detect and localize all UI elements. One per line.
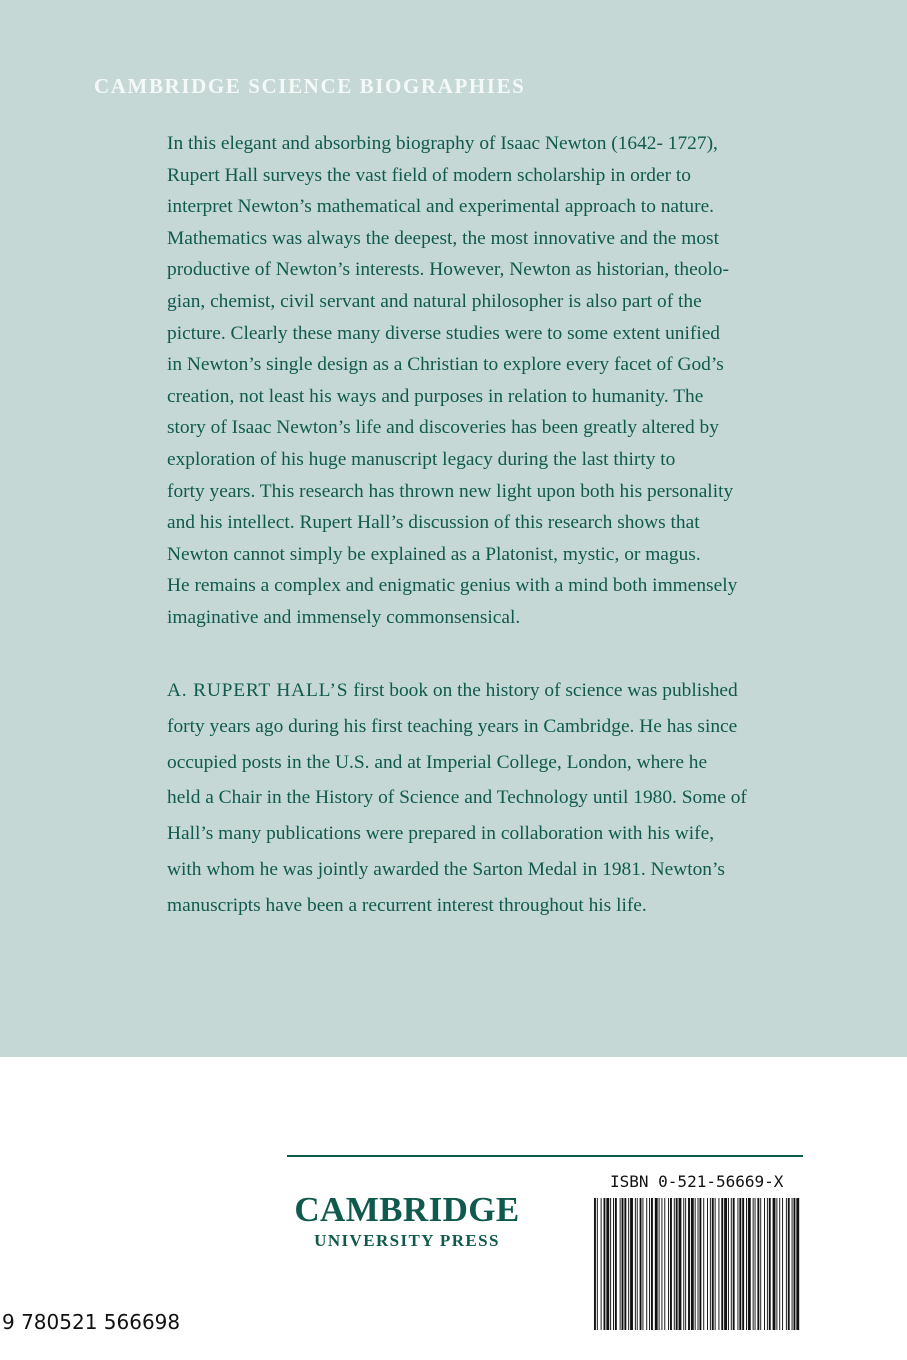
- barcode-bar: [688, 1198, 690, 1330]
- barcode-bar: [742, 1198, 744, 1330]
- barcode-bar: [794, 1198, 796, 1330]
- barcode-bar: [613, 1198, 614, 1330]
- barcode-bar: [779, 1198, 780, 1330]
- series-title: CAMBRIDGE SCIENCE BIOGRAPHIES: [94, 74, 526, 98]
- barcode-bar: [676, 1198, 678, 1330]
- barcode-bar: [712, 1198, 714, 1330]
- barcode-bar: [710, 1198, 711, 1330]
- barcode-bar: [760, 1198, 761, 1330]
- barcode-bar: [767, 1198, 768, 1330]
- blurb-line: exploration of his huge manuscript legacy during the last thirty to: [167, 448, 676, 470]
- blurb-line: interpret Newton’s mathematical and experimental approach to nature.: [167, 196, 715, 218]
- barcode-bar: [651, 1198, 653, 1330]
- barcode-bar: [707, 1198, 708, 1330]
- barcode-bar: [630, 1198, 633, 1330]
- barcode-bar: [664, 1198, 665, 1330]
- barcode-bar: [594, 1198, 596, 1330]
- author-name: A. RUPERT HALL’S: [167, 680, 349, 701]
- barcode-bar: [674, 1198, 675, 1330]
- bio-line: held a Chair in the History of Science and Technology until 1980. Some of: [167, 787, 747, 809]
- barcode-bar: [748, 1198, 751, 1330]
- barcode-bar: [782, 1198, 783, 1330]
- publisher-subtitle: UNIVERSITY PRESS: [314, 1231, 500, 1250]
- barcode-bar: [635, 1198, 636, 1330]
- barcode-bar: [604, 1198, 606, 1330]
- barcode-bar: [792, 1198, 793, 1330]
- barcode-bar: [661, 1198, 662, 1330]
- barcode-bar: [597, 1198, 598, 1330]
- blurb-line: and his intellect. Rupert Hall’s discussion of this research shows that: [167, 512, 700, 534]
- barcode-bar: [624, 1198, 626, 1330]
- blurb-line: productive of Newton’s interests. However, Newton as historian, theolo-: [167, 259, 729, 281]
- barcode-bar: [622, 1198, 624, 1330]
- barcode-bar: [606, 1198, 609, 1330]
- ean-number: 9 780521 566698: [2, 1310, 181, 1334]
- barcode-bar: [755, 1198, 756, 1330]
- barcode-bar: [721, 1198, 723, 1330]
- barcode-bar: [691, 1198, 694, 1330]
- barcode-bar: [655, 1198, 658, 1330]
- barcode-bar: [718, 1198, 719, 1330]
- barcode-bar: [646, 1198, 647, 1330]
- barcode-bar: [698, 1198, 699, 1330]
- bio-line: [167, 673, 847, 709]
- publisher-logo: [286, 1190, 528, 1252]
- blurb-text: [167, 128, 847, 634]
- blurb-line: In this elegant and absorbing biography of Isaac Newton (1642- 1727),: [167, 133, 718, 154]
- barcode-bar: [668, 1198, 669, 1330]
- blurb-line: Rupert Hall surveys the vast field of modern scholarship in order to: [167, 164, 691, 186]
- bio-line: forty years ago during his first teaching years in Cambridge. He has since: [167, 715, 738, 737]
- barcode-bar: [733, 1198, 735, 1330]
- barcode-bar: [753, 1198, 754, 1330]
- barcode-bar: [659, 1198, 660, 1330]
- barcode-bar: [670, 1198, 672, 1330]
- barcode-bar: [746, 1198, 747, 1330]
- barcode-bar: [788, 1198, 790, 1330]
- blurb-line: in Newton’s single design as a Christian to explore every facet of God’s: [167, 354, 724, 376]
- barcode-bar: [715, 1198, 716, 1330]
- bio-line: with whom he was jointly awarded the Sarton Medal in 1981. Newton’s: [167, 858, 725, 880]
- barcode-bar: [796, 1198, 799, 1330]
- barcode-bar: [776, 1198, 777, 1330]
- blurb-line: gian, chemist, civil servant and natural philosopher is also part of the: [167, 290, 702, 312]
- barcode-bar: [683, 1198, 684, 1330]
- barcode-bar: [637, 1198, 638, 1330]
- barcode-bar: [757, 1198, 759, 1330]
- blurb-line: story of Isaac Newton’s life and discoveries has been greatly altered by: [167, 417, 719, 439]
- barcode-bar: [685, 1198, 686, 1330]
- blurb-line: Mathematics was always the deepest, the most innovative and the most: [167, 227, 719, 249]
- bio-line: Hall’s many publications were prepared in collaboration with his wife,: [167, 823, 715, 845]
- blurb-line: creation, not least his ways and purposes in relation to humanity. The: [167, 385, 704, 407]
- blurb-line: forty years. This research has thrown new light upon both his personality: [167, 480, 734, 502]
- publisher-name: CAMBRIDGE: [294, 1190, 520, 1229]
- barcode-bar: [620, 1198, 621, 1330]
- blurb-line: He remains a complex and enigmatic genius with a mind both immensely: [167, 575, 738, 597]
- bio-line-rest: first book on the history of science was published: [348, 680, 738, 701]
- barcode-bar: [739, 1198, 741, 1330]
- barcode-bar: [731, 1198, 732, 1330]
- barcode-bar: [610, 1198, 611, 1330]
- barcode: [590, 1172, 805, 1332]
- blurb-line: Newton cannot simply be explained as a Platonist, mystic, or magus.: [167, 543, 701, 565]
- barcode-bar: [699, 1198, 701, 1330]
- divider-rule: [287, 1155, 803, 1157]
- barcode-bar: [737, 1198, 738, 1330]
- barcode-bar: [695, 1198, 696, 1330]
- barcode-bar: [628, 1198, 629, 1330]
- blurb-line: picture. Clearly these many diverse studies were to some extent unified: [167, 322, 721, 344]
- barcode-bar: [764, 1198, 765, 1330]
- barcode-bar: [642, 1198, 643, 1330]
- blurb-line: imaginative and immensely commonsensical.: [167, 606, 521, 628]
- barcode-bar: [769, 1198, 771, 1330]
- barcode-bar: [649, 1198, 650, 1330]
- barcode-bar: [724, 1198, 727, 1330]
- barcode-bar: [728, 1198, 729, 1330]
- bio-line: occupied posts in the U.S. and at Imperial College, London, where he: [167, 751, 708, 773]
- barcode-bar: [615, 1198, 617, 1330]
- barcode-bars: [590, 1198, 805, 1330]
- barcode-bar: [773, 1198, 776, 1330]
- barcode-bar: [786, 1198, 787, 1330]
- author-bio: [167, 673, 847, 924]
- barcode-bar: [601, 1198, 602, 1330]
- barcode-bar: [703, 1198, 704, 1330]
- isbn-label: ISBN 0-521-56669-X: [610, 1172, 784, 1191]
- barcode-bar: [640, 1198, 642, 1330]
- barcode-bar: [679, 1198, 682, 1330]
- bio-line: manuscripts have been a recurrent interest throughout his life.: [167, 894, 647, 916]
